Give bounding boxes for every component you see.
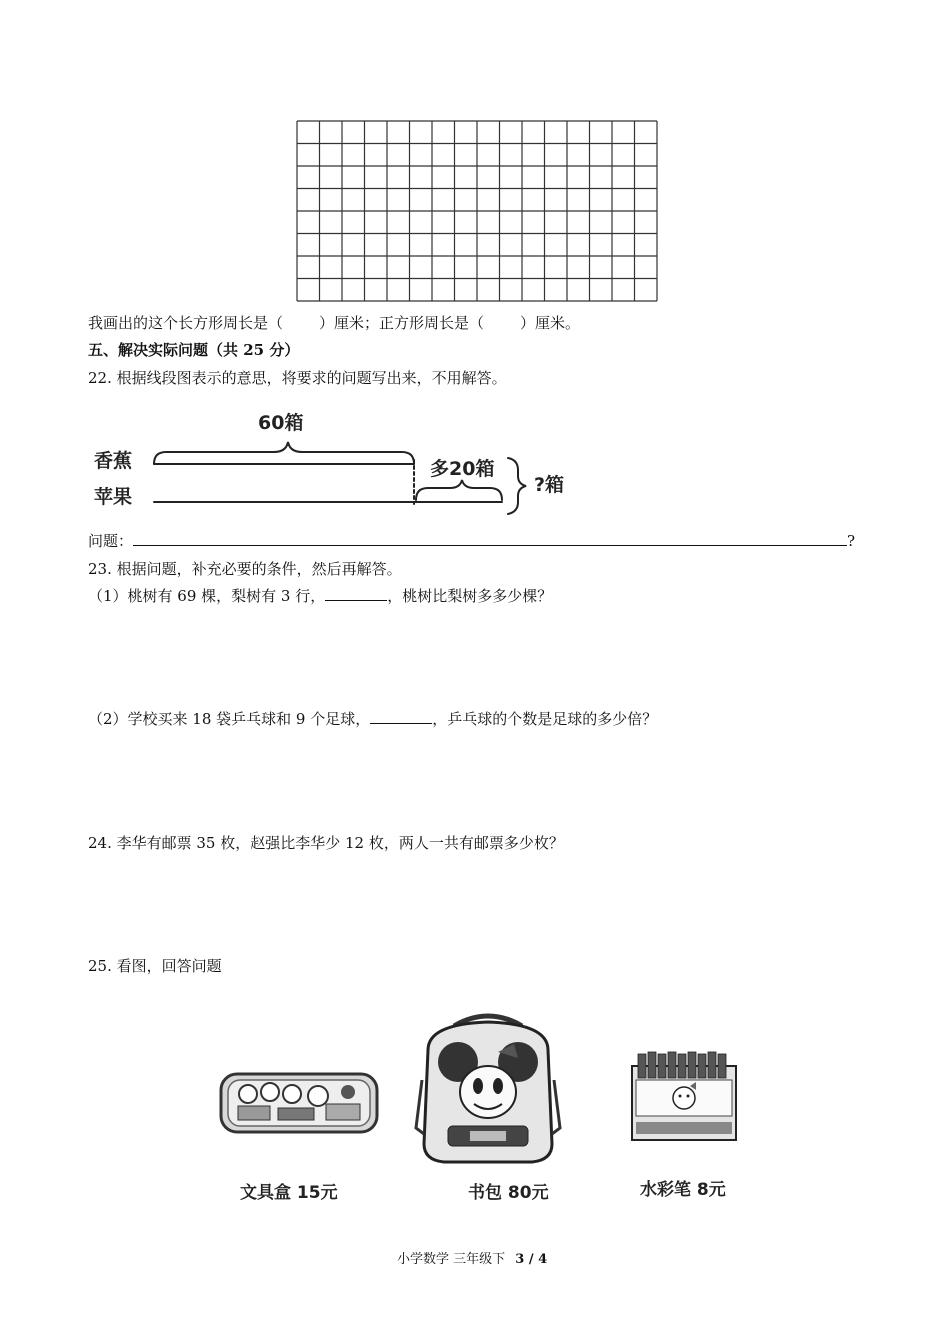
grid-paper bbox=[296, 120, 658, 302]
q24-prompt: 24. 李华有邮票 35 枚，赵强比李华少 12 枚，两人一共有邮票多少枚？ bbox=[88, 834, 564, 852]
q25-prompt: 25. 看图，回答问题 bbox=[88, 957, 222, 975]
condition-blank-1[interactable] bbox=[325, 586, 387, 601]
q23-part2: （2）学校买来 18 袋乒乓球和 9 个足球， ，乒乓球的个数是足球的多少倍？ bbox=[88, 710, 658, 728]
question-label: ?箱 bbox=[534, 474, 565, 496]
pencil-case-picture bbox=[218, 1068, 382, 1138]
page-footer bbox=[397, 1248, 547, 1267]
pencil-case-label: 文具盒 15元 bbox=[240, 1183, 338, 1203]
more-label: 多20箱 bbox=[430, 458, 495, 480]
q23-part1: （1）桃树有 69 棵，梨树有 3 行， ，桃树比梨树多多少棵？ bbox=[88, 587, 553, 605]
watercolor-pens-label: 水彩笔 8元 bbox=[640, 1180, 726, 1200]
q22-prompt: 22. 根据线段图表示的意思，将要求的问题写出来，不用解答。 bbox=[88, 369, 507, 387]
q23-prompt: 23. 根据问题，补充必要的条件，然后再解答。 bbox=[88, 560, 402, 578]
question-blank[interactable] bbox=[133, 531, 847, 546]
backpack-picture bbox=[414, 1010, 562, 1166]
condition-blank-2[interactable] bbox=[370, 709, 432, 724]
q22-answer-line: 问题： ? bbox=[88, 532, 856, 550]
more-brace bbox=[416, 480, 502, 500]
watercolor-pens-picture bbox=[628, 1048, 740, 1144]
q21-answer-line: 我画出的这个长方形周长是（ ）厘米；正方形周长是（ ）厘米。 bbox=[88, 314, 581, 332]
apples-label: 苹果 bbox=[94, 486, 133, 508]
total-brace bbox=[154, 442, 414, 464]
footer-subject: 小学数学 三年级下 bbox=[397, 1252, 506, 1267]
question-brace bbox=[508, 458, 526, 514]
backpack-label: 书包 80元 bbox=[468, 1183, 549, 1203]
segment-diagram bbox=[88, 400, 608, 520]
bananas-label: 香蕉 bbox=[94, 450, 133, 472]
total-label: 60箱 bbox=[258, 412, 304, 434]
section-title: 五、解决实际问题（共 25 分） bbox=[88, 341, 300, 359]
page-number: 3 / 4 bbox=[515, 1252, 548, 1267]
segment-lines bbox=[88, 400, 608, 520]
